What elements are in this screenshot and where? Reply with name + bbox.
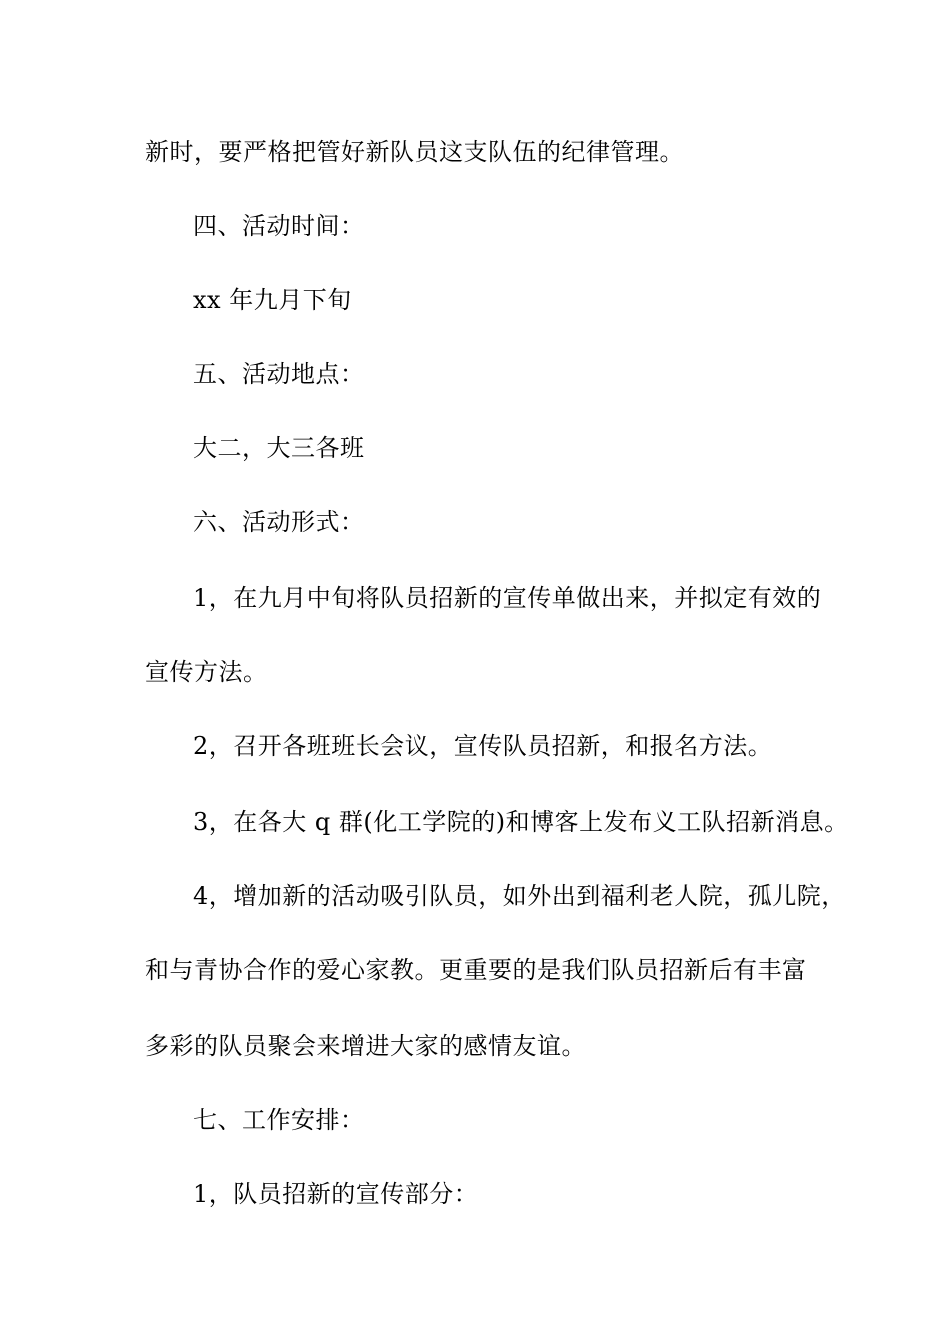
section-heading-format: 六、活动形式： (193, 508, 365, 536)
section-heading-location: 五、活动地点： (193, 360, 365, 388)
body-text-line: 大二，大三各班 (193, 434, 365, 462)
section-heading-arrangement: 七、工作安排： (193, 1106, 365, 1134)
body-text-line: 宣传方法。 (145, 658, 268, 686)
body-text-line: xx 年九月下旬 (193, 286, 352, 314)
body-text-line: 1，队员招新的宣传部分： (193, 1180, 479, 1208)
body-text-line: 新时，要严格把管好新队员这支队伍的纪律管理。 (145, 138, 684, 166)
body-text-line: 多彩的队员聚会来增进大家的感情友谊。 (145, 1032, 586, 1060)
body-text-line: 和与青协合作的爱心家教。更重要的是我们队员招新后有丰富 (145, 956, 807, 984)
body-text-line: 3，在各大 q 群(化工学院的)和博客上发布义工队招新消息。 (193, 808, 849, 836)
section-heading-time: 四、活动时间： (193, 212, 365, 240)
body-text-line: 1，在九月中旬将队员招新的宣传单做出来，并拟定有效的 (193, 584, 822, 612)
body-text-line: 2，召开各班班长会议，宣传队员招新，和报名方法。 (193, 732, 773, 760)
body-text-line: 4，增加新的活动吸引队员，如外出到福利老人院，孤儿院， (193, 882, 846, 910)
